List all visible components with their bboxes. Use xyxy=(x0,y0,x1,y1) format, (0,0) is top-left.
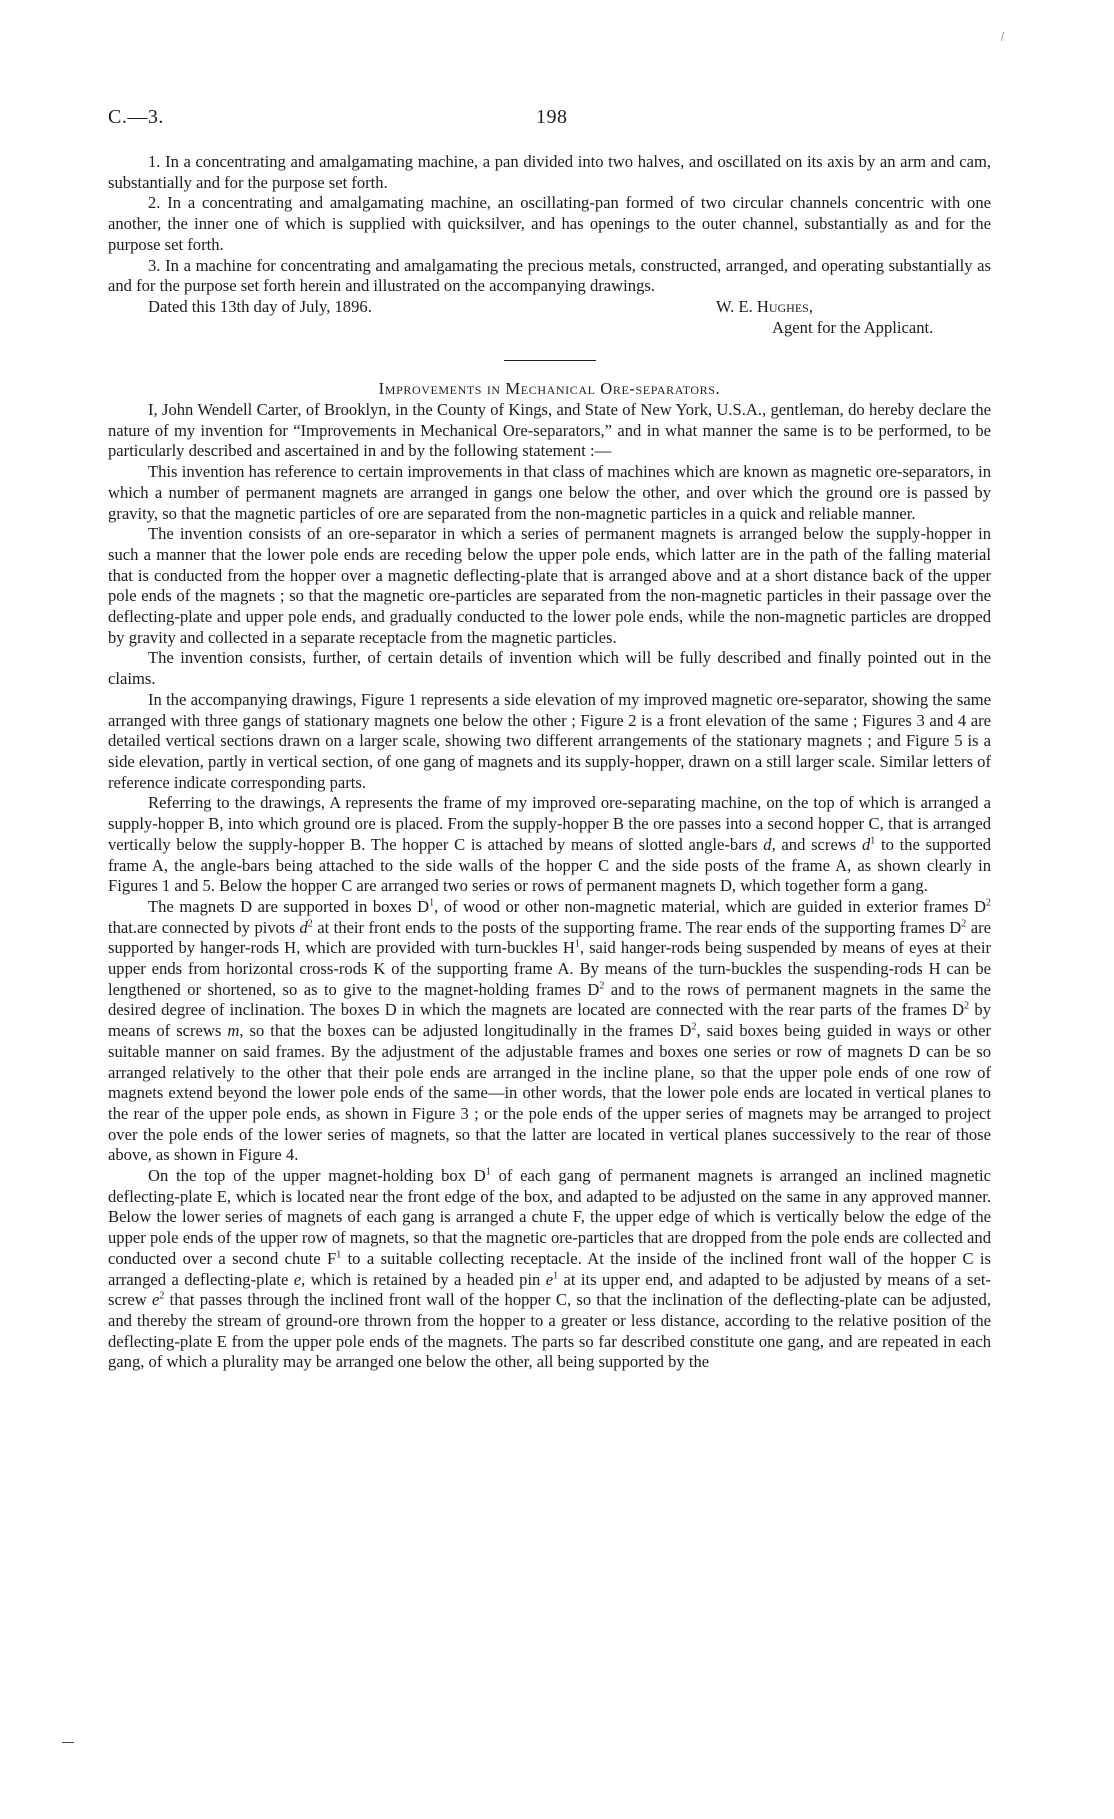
claim-2: 2. In a concentrating and amalgamating machine, an oscillating-pan formed of two circular channels concentric with one another, the inner one of which is supplied with quicksilver, and has openings to the outer channel, substantially as and for the purpose set forth. xyxy=(108,193,991,254)
margin-dash xyxy=(62,1742,74,1743)
document-reference: C.—3. xyxy=(108,106,164,128)
section-title: Improvements in Mechanical Ore-separators. xyxy=(378,379,721,399)
paragraph-magnets: The magnets D are supported in boxes $D^1$, of wood or other non-magnetic material, which are guided in exterior frames $D^2$ that.are connected by pivots $d^2$ at their front ends to the posts of the supporting frame. The rear ends of the supporting frames $D^2$ are supported by hanger-rods H, which are provided with turn-buckles $H^1$, said hanger-rods being suspended by means of eyes at their upper ends from horizontal cross-rods K of the supporting frame A. By means of the turn-buckles the suspending-rods H can be lengthened or shortened, so as to give to the magnet-holding frames $D^2$ and to the rows of permanent magnets in the same the desired degree of inclination. The boxes D in which the magnets are located are connected with the rear parts of the frames $D^2$ by means of screws m, so that the boxes can be adjusted longitudinally in the frames $D^2$, said boxes being guided in ways or other suitable manner on said frames. By the adjustment of the adjustable frames and boxes one series or row of magnets D can be so arranged relatively to the other that their pole ends are arranged in the incline plane, so that the upper pole ends of one row of magnets extend beyond the lower pole ends of the same—in other words, that the lower pole ends are located in vertical planes to the rear of the upper pole ends, as shown in Figure 3 ; or the pole ends of the upper series of magnets may be arranged to project over the pole ends of the lower series of magnets, so that the latter are located in vertical planes successively to the rear of those above, as shown in Figure 4. xyxy=(108,896,991,1165)
page-number: 198 xyxy=(536,106,568,128)
margin-mark xyxy=(1001,32,1004,41)
claim-3: 3. In a machine for concentrating and amalgamating the precious metals, constructed, arranged, and operating substantially as and for the purpose set forth herein and illustrated on the accompanying drawings. xyxy=(108,255,991,296)
paragraph-reference: This invention has reference to certain improvements in that class of machines which are known as magnetic ore-separators, in which a number of permanent magnets are arranged in gangs one below the other, and over which the ground ore is passed by gravity, so that the magnetic particles of ore are separated from the non-magnetic particles in a quick and reliable manner. xyxy=(108,462,991,523)
paragraph-declaration: I, John Wendell Carter, of Brooklyn, in the County of Kings, and State of New York, U.S.A., gentleman, do hereby declare the nature of my invention for “Improvements in Mechanical Ore-separators,” and in what manner the same is to be performed, to be particularly described and ascertained in and by the following statement :— xyxy=(108,400,991,461)
claim-1: 1. In a concentrating and amalgamating machine, a pan divided into two halves, and oscillated on its axis by an arm and cam, substantially and for the purpose set forth. xyxy=(108,152,991,192)
dated-line: Dated this 13th day of July, 1896. xyxy=(148,296,372,316)
paragraph-drawings: In the accompanying drawings, Figure 1 represents a side elevation of my improved magnetic ore-separator, showing the same arranged with three gangs of stationary magnets one below the other ; Figure 2 is a front elevation of the same ; Figures 3 and 4 are detailed vertical sections drawn on a larger scale, showing two different arrangements of the stationary magnets ; and Figure 5 is a side elevation, partly in vertical section, of one gang of magnets and its supply-hopper, drawn on a still larger scale. Similar letters of reference indicate corresponding parts. xyxy=(108,689,991,792)
body-text xyxy=(108,152,991,1373)
section-divider xyxy=(504,360,596,361)
signatory-name: W. E. Hughes, xyxy=(716,296,814,316)
signature-block xyxy=(108,297,991,338)
signatory-role: Agent for the Applicant. xyxy=(772,317,934,337)
paragraph-invention: The invention consists of an ore-separator in which a series of permanent magnets is arranged below the supply-hopper in such a manner that the lower pole ends are receding below the upper pole ends, which latter are in the path of the falling material that is conducted from the hopper over a magnetic deflecting-plate that is arranged above and at a short distance back of the upper pole ends of the magnets ; so that the magnetic ore-particles are separated from the non-magnetic particles in their passage over the deflecting-plate and upper pole ends, and gradually conducted to the lower pole ends, while the non-magnetic particles are dropped by gravity and collected in a separate receptacle from the magnetic particles. xyxy=(108,524,991,647)
page-header xyxy=(108,106,988,136)
signatory xyxy=(716,297,991,338)
paragraph-deflecting-plate: On the top of the upper magnet-holding box $D^1$ of each gang of permanent magnets is arranged an inclined magnetic deflecting-plate E, which is located near the front edge of the box, and adapted to be adjusted on the same in any approved manner. Below the lower series of magnets of each gang is arranged a chute F, the upper edge of which is vertically below the edge of the upper pole ends of the upper row of magnets, so that the magnetic ore-particles that are dropped from the pole ends are collected and conducted over a second chute $F^1$ to a suitable collecting receptacle. At the inside of the inclined front wall of the hopper C is arranged a deflecting-plate e, which is retained by a headed pin $e^1$ at its upper end, and adapted to be adjusted by means of a set-screw $e^2$ that passes through the inclined front wall of the hopper C, so that the inclination of the deflecting-plate can be adjusted, and thereby the stream of ground-ore thrown from the hopper to a greater or less distance, according to the relative position of the deflecting-plate E from the upper pole ends of the magnets. The parts so far described constitute one gang, and are repeated in each gang, of which a plurality may be arranged one below the other, all being supported by the xyxy=(108,1166,991,1372)
paragraph-details: The invention consists, further, of certain details of invention which will be fully described and finally pointed out in the claims. xyxy=(108,648,991,689)
paragraph-frame: Referring to the drawings, A represents the frame of my improved ore-separating machine, on the top of which is arranged a supply-hopper B, into which ground ore is placed. From the supply-hopper B the ore passes into a second hopper C, that is arranged vertically below the supply-hopper B. The hopper C is attached by means of slotted angle-bars d, and screws $d^1$ to the supported frame A, the angle-bars being attached to the side walls of the hopper C and the side posts of the frame A, as shown clearly in Figures 1 and 5. Below the hopper C are arranged two series or rows of permanent magnets D, which together form a gang. xyxy=(108,793,991,896)
